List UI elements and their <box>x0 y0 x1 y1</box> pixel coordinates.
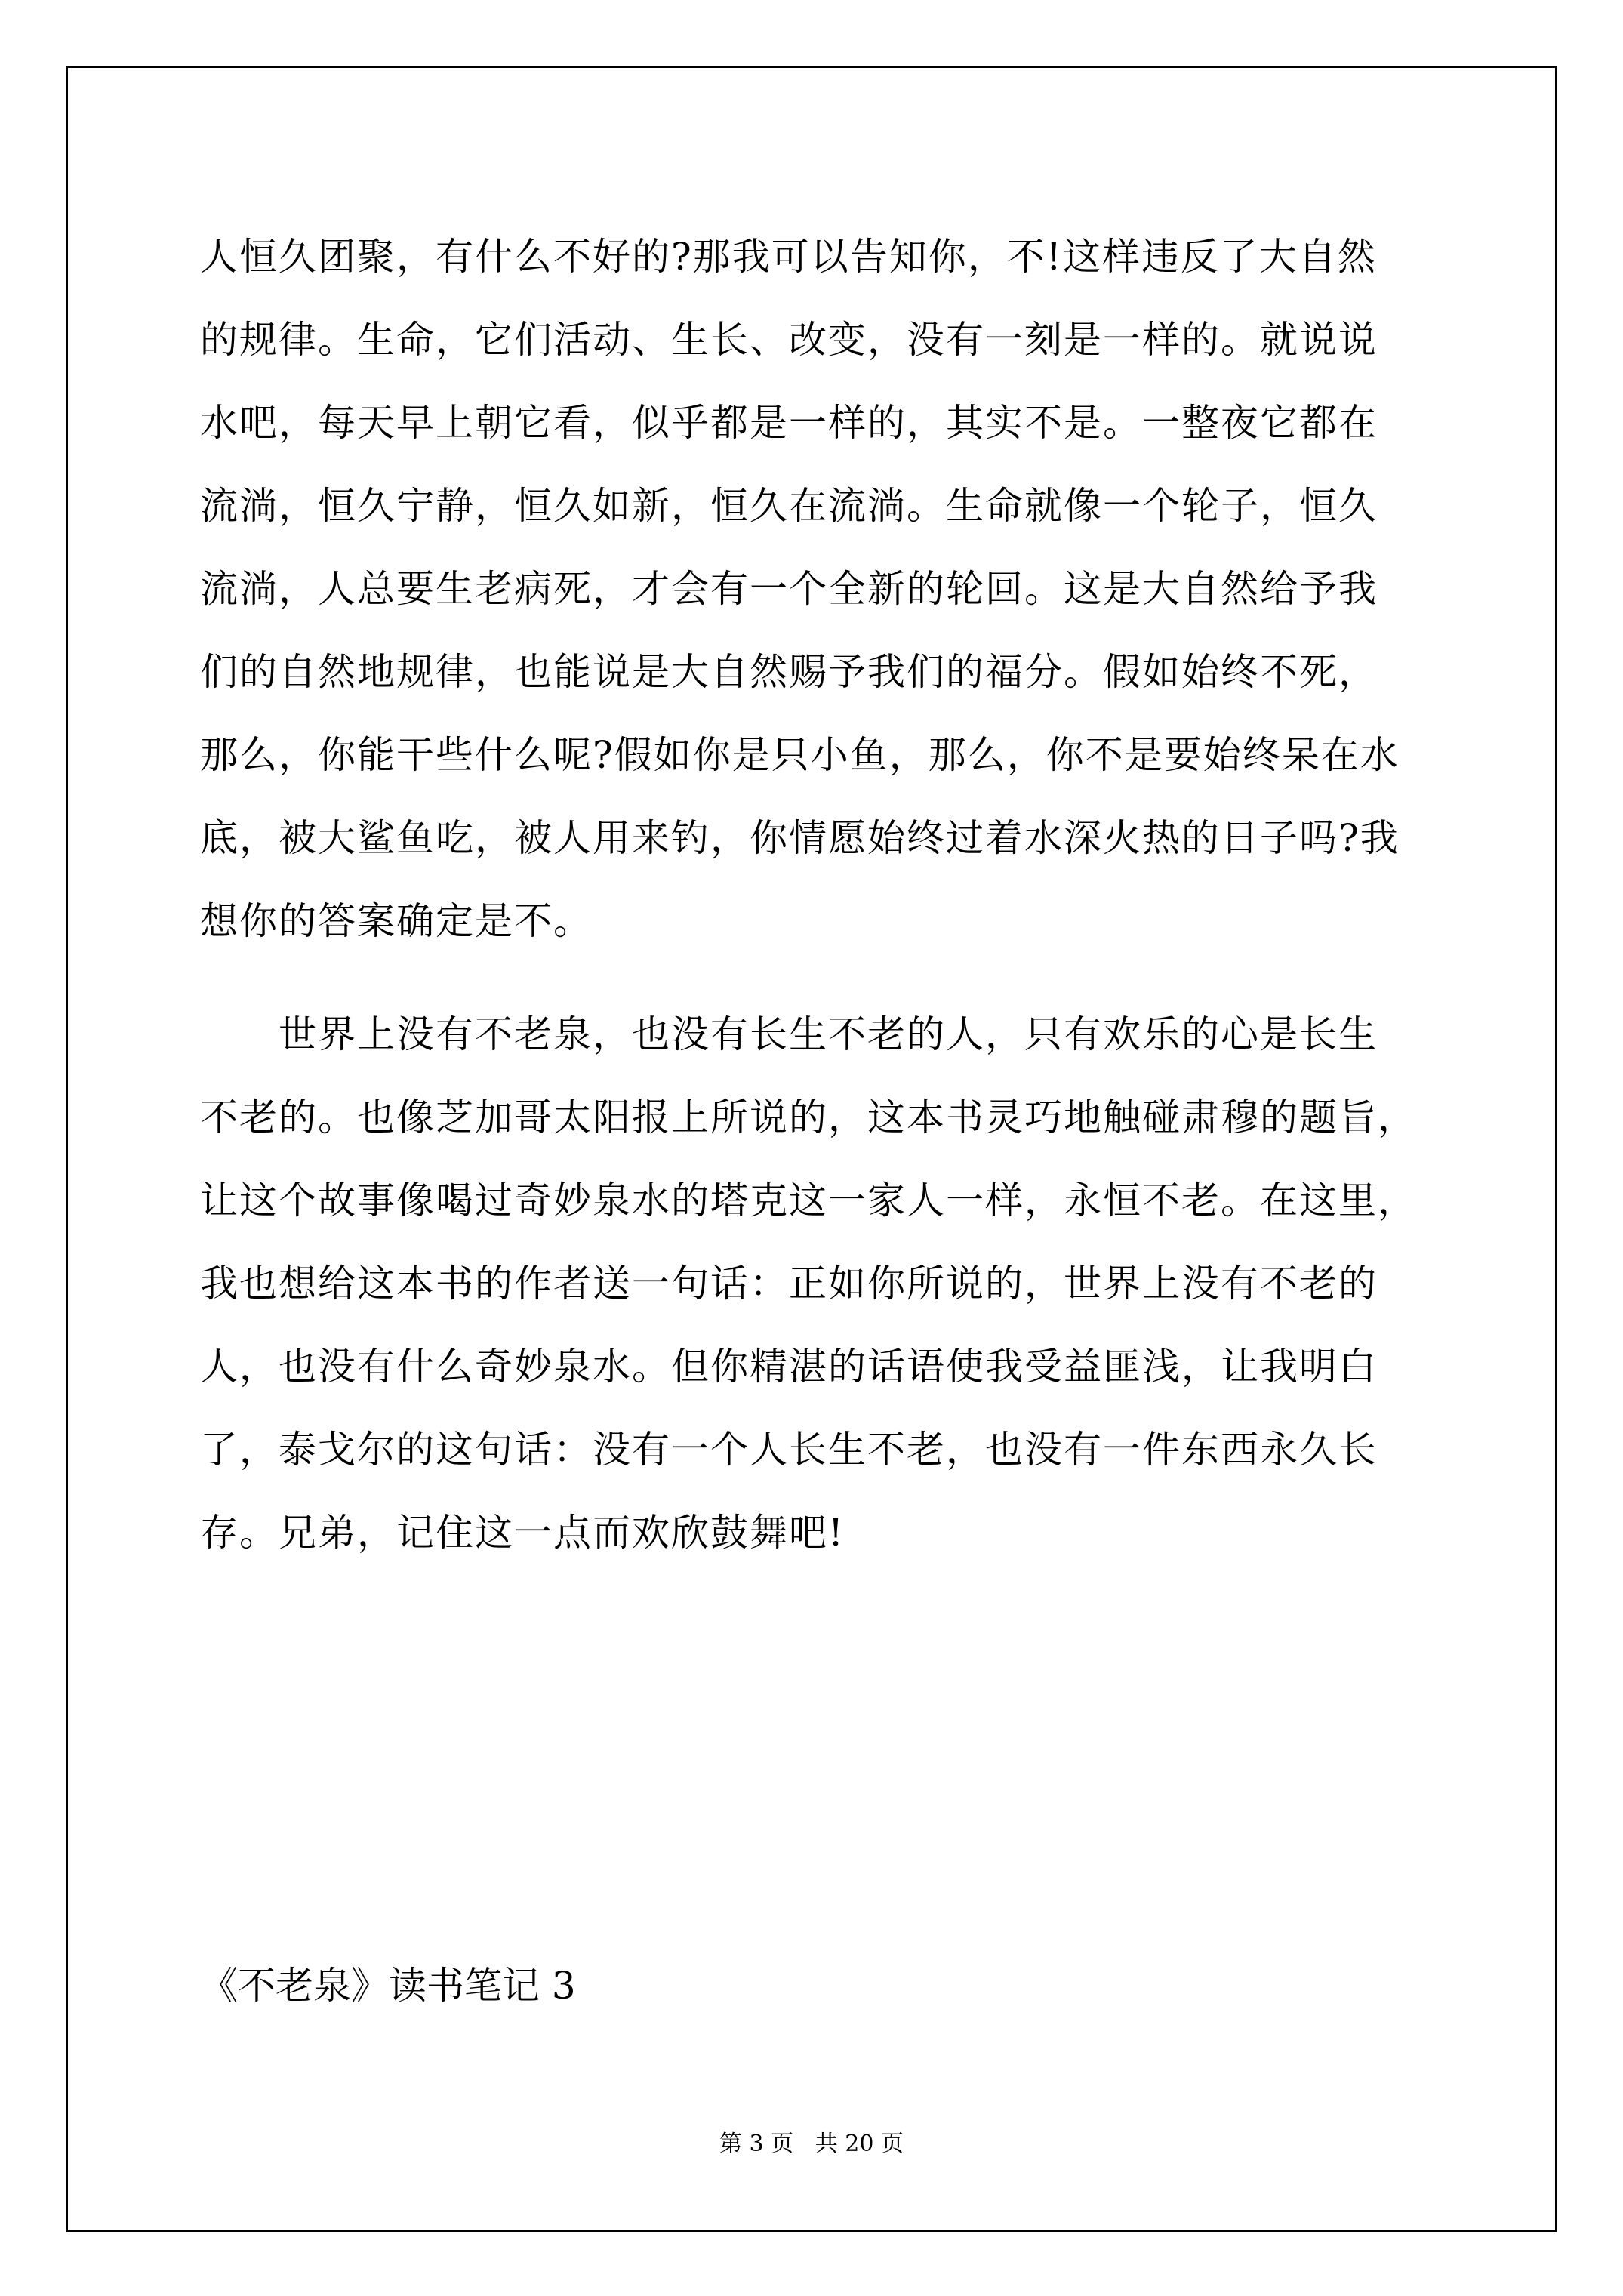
text-line: 的规律。生命，它们活动、生长、改变，没有一刻是一样的。就说说 <box>200 318 1378 362</box>
text-line: 人恒久团聚，有什么不好的?那我可以告知你，不!这样违反了大自然 <box>200 235 1377 279</box>
text-line: 我也想给这本书的作者送一句话：正如你所说的，世界上没有不老的 <box>200 1262 1378 1305</box>
text-line: 流淌，人总要生老病死，才会有一个全新的轮回。这是大自然给予我 <box>200 567 1378 611</box>
text-line: 人，也没有什么奇妙泉水。但你精湛的话语使我受益匪浅，让我明白 <box>200 1345 1378 1388</box>
text-line: 世界上没有不老泉，也没有长生不老的人，只有欢乐的心是长生 <box>279 1012 1378 1056</box>
text-line: 了，泰戈尔的这句话：没有一个人长生不老，也没有一件东西永久长 <box>200 1428 1378 1472</box>
text-line: 不老的。也像芝加哥太阳报上所说的，这本书灵巧地触碰肃穆的题旨， <box>200 1096 1417 1139</box>
text-line: 存。兄弟，记住这一点而欢欣鼓舞吧! <box>200 1511 845 1555</box>
text-line: 流淌，恒久宁静，恒久如新，恒久在流淌。生命就像一个轮子，恒久 <box>200 484 1378 528</box>
text-line: 想你的答案确定是不。 <box>200 899 593 943</box>
text-line: 底，被大鲨鱼吃，被人用来钓，你情愿始终过着水深火热的日子吗?我 <box>200 816 1400 860</box>
text-line: 让这个故事像喝过奇妙泉水的塔克这一家人一样，永恒不老。在这里， <box>200 1179 1417 1222</box>
text-line: 水吧，每天早上朝它看，似乎都是一样的，其实不是。一整夜它都在 <box>200 401 1378 445</box>
page-border <box>66 66 1557 2232</box>
section-heading: 《不老泉》读书笔记 3 <box>200 1964 576 2008</box>
text-line: 那么，你能干些什么呢?假如你是只小鱼，那么，你不是要始终呆在水 <box>200 733 1400 777</box>
page-number-footer: 第 3 页 共 20 页 <box>719 2131 904 2157</box>
text-line: 们的自然地规律，也能说是大自然赐予我们的福分。假如始终不死， <box>200 650 1378 694</box>
